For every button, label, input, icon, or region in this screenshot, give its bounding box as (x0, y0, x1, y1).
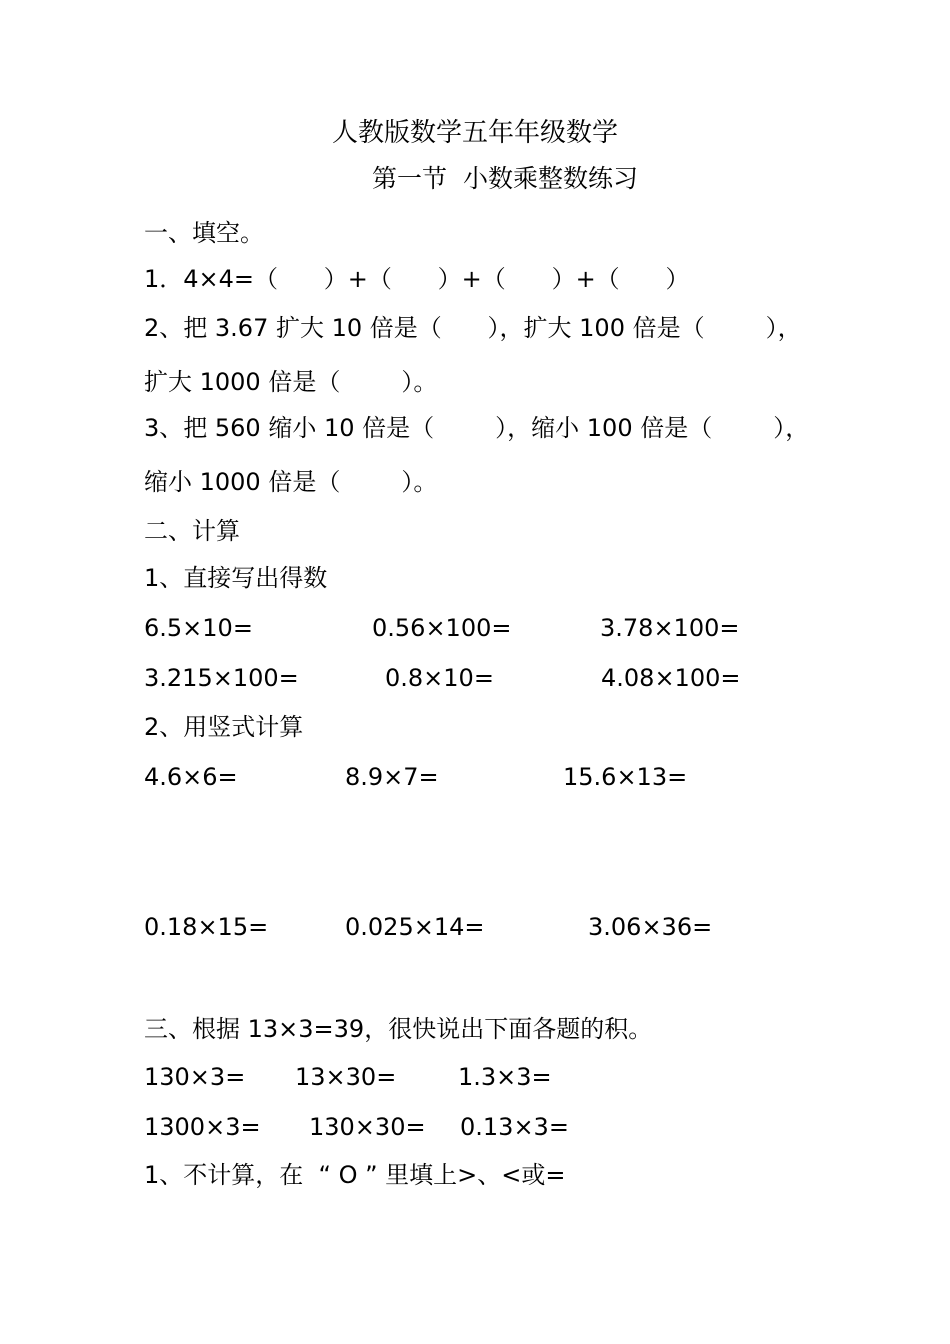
question-2-line-2: 扩大 1000 倍是（ ）。 (144, 368, 438, 396)
product-item: 130×3= (144, 1063, 246, 1091)
product-item: 0.13×3= (460, 1113, 569, 1141)
question-1: 1．4×4=（ ）+（ ）+（ ）+（ ） (144, 265, 690, 293)
compare-prompt: 1、不计算，在 “ O ” 里填上>、<或= (144, 1161, 566, 1189)
question-3-line-2: 缩小 1000 倍是（ ）。 (144, 468, 438, 496)
vertical-calc-item: 0.025×14= (345, 913, 485, 941)
vertical-calc-item: 8.9×7= (345, 763, 439, 791)
section-subtitle: 第一节 小数乘整数练习 (372, 164, 638, 193)
mental-math-item: 3.215×100= (144, 664, 299, 692)
product-item: 13×30= (295, 1063, 397, 1091)
vertical-calc-item: 4.6×6= (144, 763, 238, 791)
vertical-calc-item: 3.06×36= (588, 913, 713, 941)
mental-math-item: 0.8×10= (385, 664, 494, 692)
product-item: 1300×3= (144, 1113, 261, 1141)
question-3-line-1: 3、把 560 缩小 10 倍是（ ），缩小 100 倍是（ ）， (144, 414, 810, 442)
part-2-heading: 2、用竖式计算 (144, 713, 304, 741)
mental-math-item: 6.5×10= (144, 614, 253, 642)
section-2-heading: 二、计算 (144, 517, 240, 545)
mental-math-item: 0.56×100= (372, 614, 512, 642)
vertical-calc-item: 0.18×15= (144, 913, 269, 941)
mental-math-item: 3.78×100= (600, 614, 740, 642)
mental-math-item: 4.08×100= (601, 664, 741, 692)
vertical-calc-item: 15.6×13= (563, 763, 688, 791)
worksheet-title: 人教版数学五年年级数学 (331, 118, 618, 148)
part-1-heading: 1、直接写出得数 (144, 564, 328, 592)
product-item: 130×30= (309, 1113, 426, 1141)
section-1-heading: 一、填空。 (144, 219, 264, 247)
product-item: 1.3×3= (458, 1063, 552, 1091)
question-2-line-1: 2、把 3.67 扩大 10 倍是（ ），扩大 100 倍是（ ）， (144, 314, 802, 342)
section-3-heading: 三、根据 13×3=39，很快说出下面各题的积。 (144, 1015, 653, 1043)
